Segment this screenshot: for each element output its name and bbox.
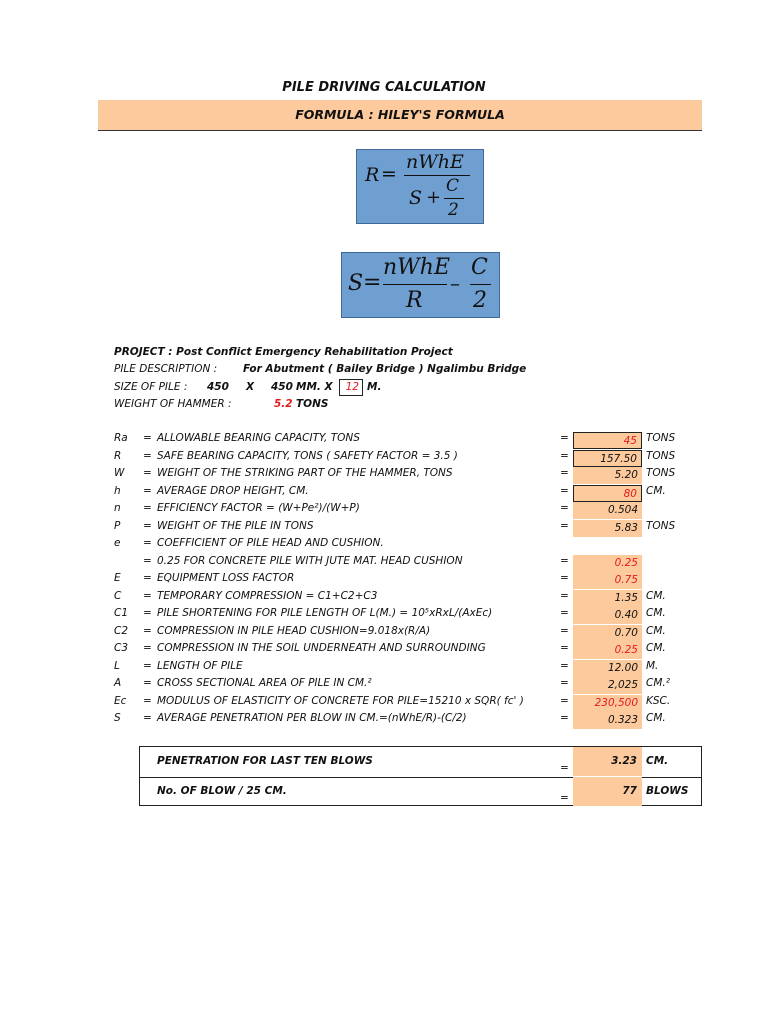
row-description: PILE SHORTENING FOR PILE LENGTH OF L(M.) = 10⁵xRxL/(AxEc) [157,607,493,619]
row-description: 0.25 FOR CONCRETE PILE WITH JUTE MAT. HEAD CUSHION [157,554,463,567]
project-line: PROJECT : Post Conflict Emergency Rehabilitation Project [114,346,453,358]
row-value-input[interactable]: 0.75 [573,572,642,589]
table-row [0,467,768,485]
row-equals-value: = [560,519,569,532]
table-row [0,677,768,695]
table-row [0,590,768,608]
row-unit: M. [646,659,659,672]
row-equals: = [143,572,152,584]
row-symbol: R [114,449,122,462]
pile-size-label: SIZE OF PILE : [114,381,188,393]
row-value: 5.83 [573,520,642,537]
row-symbol: A [114,677,122,689]
row-symbol: C [114,589,122,602]
row-equals-value: = [560,694,569,707]
summary-row-penetration [140,747,701,778]
table-row [0,607,768,625]
table-row [0,432,768,450]
row-symbol: h [114,484,121,497]
table-row [0,695,768,713]
row-description: WEIGHT OF THE STRIKING PART OF THE HAMMER, TONS [157,467,453,479]
row-equals-value: = [560,624,569,637]
row-description: LENGTH OF PILE [157,659,243,672]
summary-value: 77 [573,777,642,806]
row-description: SAFE BEARING CAPACITY, TONS ( SAFETY FACTOR = 3.5 ) [157,449,458,462]
row-value: 0.70 [573,625,642,642]
pile-size-height: 450 [271,381,293,393]
row-symbol: W [114,467,125,479]
row-equals-value: = [560,642,569,654]
table-row [0,642,768,660]
row-symbol: S [114,712,121,724]
pile-size-unit: MM. X [296,381,333,393]
row-value: 0.323 [573,712,642,729]
row-equals: = [143,467,152,479]
summary-label: PENETRATION FOR LAST TEN BLOWS [157,755,373,767]
row-equals-value: = [560,572,569,584]
row-description: ALLOWABLE BEARING CAPACITY, TONS [157,432,360,444]
row-value-input[interactable]: 80 [573,485,642,502]
table-row [0,485,768,503]
row-equals-value: = [560,484,569,497]
table-row [0,520,768,538]
row-unit: CM. [646,607,666,619]
row-equals: = [143,502,152,514]
formula-s-small-fraction-line [470,284,491,285]
row-description: AVERAGE DROP HEIGHT, CM. [157,484,309,497]
row-value-input[interactable]: 230,500 [573,695,642,712]
row-value: 0.40 [573,607,642,624]
row-equals: = [143,694,152,707]
pile-length-input[interactable]: 12 [339,379,363,396]
summary-equals: = [560,792,569,804]
hammer-weight-value: 5.2 [274,398,293,410]
table-row [0,555,768,573]
page-title: PILE DRIVING CALCULATION [282,80,486,95]
formula-r-lhs: R [365,164,380,186]
row-value-input[interactable]: 0.25 [573,642,642,659]
summary-unit: BLOWS [646,785,689,797]
row-equals: = [143,589,152,602]
formula-s-c: C [471,255,488,280]
row-symbol: C1 [114,607,129,619]
row-value: 5.20 [573,467,642,484]
row-equals-value: = [560,502,569,514]
table-row [0,712,768,730]
row-unit: CM. [646,589,666,602]
formula-s-den-r: R [406,288,423,313]
table-row [0,660,768,678]
pile-description-value: For Abutment ( Bailey Bridge ) Ngalimbu Bridge [243,363,527,375]
row-symbol: E [114,572,121,584]
row-value: 1.35 [573,590,642,607]
summary-row-blows [140,777,701,807]
row-description: WEIGHT OF THE PILE IN TONS [157,519,314,532]
formula-r-eq: = [381,163,397,185]
formula-s-minus: – [450,271,460,295]
row-value: 12.00 [573,660,642,677]
formula-title: FORMULA : HILEY'S FORMULA [98,100,702,131]
formula-s-numerator: nWhE [383,255,451,280]
row-symbol: Ec [114,694,127,707]
table-row [0,537,768,555]
table-row [0,572,768,590]
hammer-weight-label: WEIGHT OF HAMMER : [114,398,232,410]
row-equals: = [143,624,152,637]
pile-size-width: 450 [207,381,229,393]
row-unit: TONS [646,449,676,462]
formula-s-lhs: S [348,271,364,296]
formula-r-box [356,149,484,224]
row-equals-value: = [560,589,569,602]
row-symbol: e [114,537,121,549]
formula-s-two: 2 [473,288,487,313]
row-description: COMPRESSION IN PILE HEAD CUSHION=9.018x(R/A) [157,624,431,637]
row-unit: CM. [646,484,666,497]
row-equals: = [143,537,152,549]
formula-s-fraction-line [383,284,447,285]
row-symbol: L [114,659,120,672]
row-symbol: C3 [114,642,129,654]
row-description: COEFFICIENT OF PILE HEAD AND CUSHION. [157,537,384,549]
row-equals: = [143,432,152,444]
row-description: CROSS SECTIONAL AREA OF PILE IN CM.² [157,677,372,689]
row-equals-value: = [560,449,569,462]
summary-box [139,746,702,806]
table-row [0,625,768,643]
formula-r-c: C [446,176,460,196]
formula-s-box [341,252,500,318]
formula-r-numerator: nWhE [406,151,464,173]
summary-value: 3.23 [573,747,642,776]
row-equals-value: = [560,659,569,672]
row-symbol: P [114,519,121,532]
hammer-weight-unit: TONS [296,398,329,410]
row-equals: = [143,449,152,462]
row-equals-value: = [560,554,569,567]
row-equals: = [143,484,152,497]
row-equals-value: = [560,432,569,444]
row-value-input[interactable]: 45 [573,432,642,449]
row-value: 0.504 [573,502,642,519]
summary-unit: CM. [646,755,669,767]
row-description: COMPRESSION IN THE SOIL UNDERNEATH AND SURROUNDING [157,642,486,654]
table-row [0,502,768,520]
row-equals: = [143,642,152,654]
row-value: 2,025 [573,677,642,694]
row-symbol: Ra [114,432,128,444]
row-equals-value: = [560,467,569,479]
row-unit: TONS [646,432,676,444]
pile-length-unit: M. [367,381,382,393]
row-equals: = [143,519,152,532]
row-description: TEMPORARY COMPRESSION = C1+C2+C3 [157,589,378,602]
row-description: EQUIPMENT LOSS FACTOR [157,572,295,584]
row-equals-value: = [560,607,569,619]
pile-description-label: PILE DESCRIPTION : [114,363,218,375]
formula-r-fraction-line [404,175,470,176]
row-equals-value: = [560,712,569,724]
row-description: EFFICIENCY FACTOR = (W+Pe²)/(W+P) [157,502,360,514]
row-value: 157.50 [573,450,642,467]
row-equals: = [143,677,152,689]
row-equals: = [143,712,152,724]
row-unit: CM. [646,642,666,654]
row-unit: TONS [646,519,676,532]
row-equals: = [143,554,152,567]
row-symbol: C2 [114,624,129,637]
formula-r-two: 2 [448,200,459,220]
table-row [0,450,768,468]
row-unit: CM. [646,712,666,724]
row-equals: = [143,607,152,619]
row-unit: KSC. [646,694,671,707]
summary-equals: = [560,762,569,774]
row-description: AVERAGE PENETRATION PER BLOW IN CM.=(nWhE/R)-(C/2) [157,712,467,724]
row-value-input[interactable]: 0.25 [573,555,642,572]
row-description: MODULUS OF ELASTICITY OF CONCRETE FOR PILE=15210 x SQR( fc' ) [157,694,524,707]
row-symbol: n [114,502,121,514]
row-unit: TONS [646,467,676,479]
formula-s-eq: = [363,270,382,295]
formula-r-plus: + [426,187,442,208]
row-unit: CM. [646,624,666,637]
summary-label: No. OF BLOW / 25 CM. [157,785,287,797]
row-unit: CM.² [646,677,670,689]
pile-size-x: X [246,381,255,393]
row-equals-value: = [560,677,569,689]
row-equals: = [143,659,152,672]
formula-r-den-s: S [409,187,423,209]
formula-r-small-fraction-line [444,198,464,199]
